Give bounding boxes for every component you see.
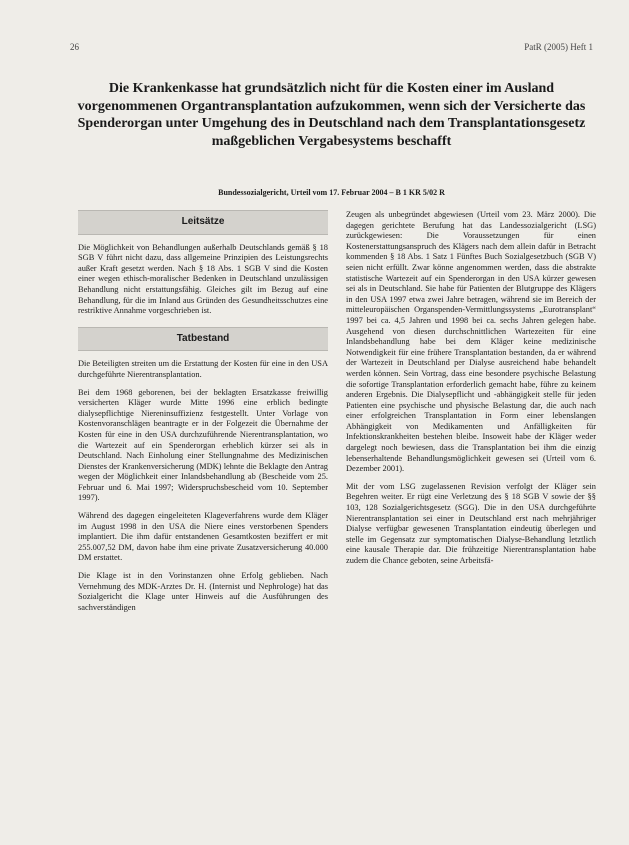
tatbestand-paragraph: Bei dem 1968 geborenen, bei der beklagten Ersatzkasse freiwillig versicherten Kläger wurde Mitte 1996 eine erblich bedingte dialysepflichtige Niereninsuffizienz festgestellt. Unter Vorlage von Kostenvoranschlägen beantragte er in der Folgezeit die Übernahme der Kosten für eine in den USA durchzuführende Nierentransplantation, wo die Wartezeit auf ein Spenderorgan erheblich kürzer sei als in Deutschland. Nach Einholung einer Stellungnahme des Medizinischen Dienstes der Krankenversicherung (MDK) lehnte die Beklagte den Antrag wegen der Möglichkeit einer Inlandsbehandlung ab (Bescheide vom 25. Februar und 6. Mai 1997; Widerspruchsbescheid vom 10. September 1997). xyxy=(78,387,328,503)
tatbestand-paragraph: Die Klage ist in den Vorinstanzen ohne Erfolg geblieben. Nach Vernehmung des MDK-Arztes Dr. H. (Internist und Nephrologe) hat das Sozialgericht die Klage unter Hinweis auf die Ausführungen des sachverständigen xyxy=(78,571,328,612)
leitsaetze-paragraph: Die Möglichkeit von Behandlungen außerhalb Deutschlands gemäß § 18 SGB V führt nicht dazu, dass allgemeine Prinzipien des Leistungsrechts außer Kraft gesetzt werden. Nach § 18 Abs. 1 SGB V sind die Kosten einer wegen ethisch-moralischer Bedenken in Deutschland unzulässigen Behandlung nicht erstattungsfähig. Gleiches gilt im Bezug auf eine Behandlung, für die im Inland aus Gründen des Gesundheitsschutzes eine restriktive Annahme vorgeschrieben ist. xyxy=(78,242,328,316)
section-heading-leitsaetze: Leitsätze xyxy=(78,210,328,235)
tatbestand-paragraph: Während des dagegen eingeleiteten Klageverfahrens wurde dem Kläger im August 1998 in den USA die Niere eines verstorbenen Spenders implantiert. Die ihm dafür entstandenen Gesamtkosten beziffert er mit 255.007,52 DM, davon habe ihm eine private Zusatzversicherung 40.000 DM erstattet. xyxy=(78,511,328,563)
journal-reference: PatR (2005) Heft 1 xyxy=(524,42,593,52)
tatbestand-paragraph: Die Beteiligten streiten um die Erstattung der Kosten für eine in den USA durchgeführte Nierentransplantation. xyxy=(78,359,328,379)
body-paragraph: Mit der vom LSG zugelassenen Revision verfolgt der Kläger sein Begehren weiter. Er rügt eine Verletzung des § 18 SGB V sowie der §§ 103, 128 Sozialgerichtsgesetz (SGG). Die in den USA durchgeführte Nierentransplantation sei einer in Deutschland erst nach mehrjähriger Dialyse verfügbar gewesenen Transplantation eindeutig überlegen und stelle im Gegensatz zur symptomatischen Dialyse-Behandlung letztlich eine kausale Therapie dar. Die frühzeitige Nierentransplantation habe zudem die Chance geboten, seine Arbeitsfä- xyxy=(346,481,596,565)
right-column xyxy=(346,210,596,574)
article-title: Die Krankenkasse hat grundsätzlich nicht für die Kosten einer im Ausland vorgenommenen Organtransplantation aufzukommen, wenn sich der Versicherte das Spenderorgan unter Umgehung des in Deutschland nach dem Transplantationsgesetz maßgeblichen Vergabesystems beschafft xyxy=(77,81,586,149)
left-column xyxy=(78,210,328,620)
section-heading-tatbestand: Tatbestand xyxy=(78,327,328,352)
court-citation: Bundessozialgericht, Urteil vom 17. Februar 2004 – B 1 KR 5/02 R xyxy=(218,188,445,197)
body-paragraph: Zeugen als unbegründet abgewiesen (Urteil vom 23. März 2000). Die dagegen gerichtete Berufung hat das Landessozialgericht (LSG) zurückgewiesen: Die Voraussetzungen für einen Kostenerstattungsanspruch des Klägers nach dem allein dafür in Betracht kommenden § 18 Abs. 1 Satz 1 Fünftes Buch Sozialgesetzbuch (SGB V) seien nicht erfüllt. Zwar könne angenommen werden, dass die abstrakte statistische Wartezeit auf ein Spenderorgan in den USA kürzer gewesen sei als in Deutschland. Sie habe für Patienten der Blutgruppe des Klägers in den USA 1997 etwa zwei Jahre betragen, während sie im Bereich der mitteleuropäischen Organspenden-Vermittlungssystems „Eurotransplant“ 1997 bei ca. 4,5 Jahren und 1998 bei ca. sechs Jahren gelegen habe. Ausgehend von diesen durchschnittlichen Wartezeiten für eine Inlandsbehandlung habe bei dem Kläger keine medizinische Notwendigkeit für eine frühere Transplantation bestanden, da er während der Wartezeit in Deutschland per Dialyse ausreichend habe behandelt werden können. Sein Vortrag, dass eine besondere psychische Belastung die sofortige Transplantation erforderlich gemacht habe, führe zu keinem anderen Ergebnis. Die Dialysepflicht und -abhängigkeit stelle für jeden Patienten eine psychische und physische Belastung dar, die auch nach einer erfolgreichen Transplantation in Form einer lebenslangen Abhängigkeit von Medikamenten und Anfälligkeiten für Infektionskrankheiten bestehen bleibe. Insoweit habe der Kläger weder dargelegt noch bewiesen, dass die Transplantation bei ihm die einzig lebenserhaltende Behandlungsmöglichkeit gewesen sei (Urteil vom 6. Dezember 2001). xyxy=(346,210,596,474)
page-header xyxy=(70,42,593,52)
page-number: 26 xyxy=(70,42,79,52)
